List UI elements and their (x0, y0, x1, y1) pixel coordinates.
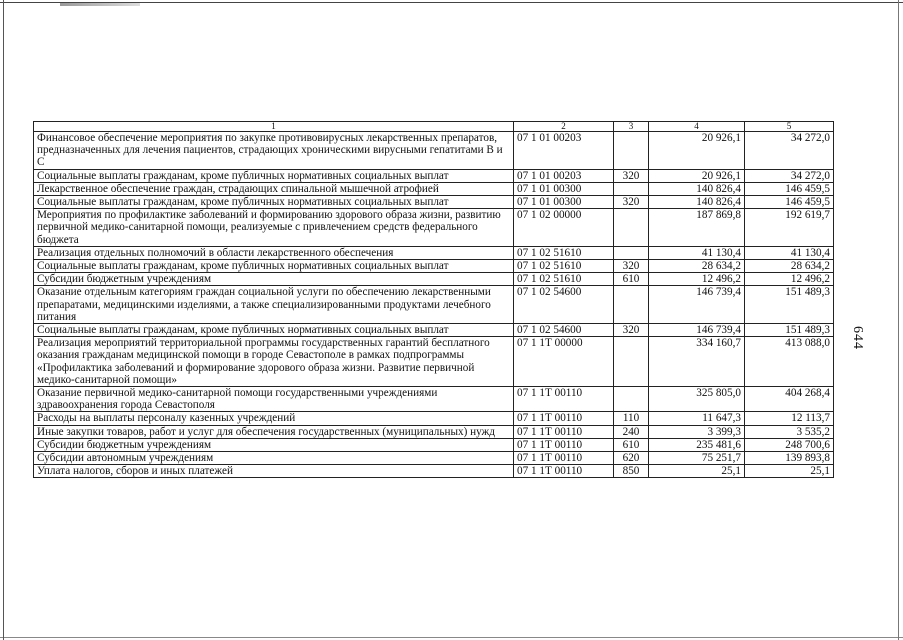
row-vr (614, 387, 649, 412)
row-code: 07 1 02 51610 (514, 260, 614, 273)
row-value-col4: 187 869,8 (649, 209, 745, 247)
header-row (34, 122, 834, 132)
row-code: 07 1 02 54600 (514, 286, 614, 324)
row-name: Мероприятия по профилактике заболеваний и формированию здорового образа жизни, развитию первичной медико-санитарной помощи, реализуемые с привлечением средств федерального бюджета (34, 209, 514, 247)
row-value-col5: 146 459,5 (745, 182, 834, 195)
row-name: Социальные выплаты гражданам, кроме публичных нормативных социальных выплат (34, 260, 514, 273)
row-name: Уплата налогов, сборов и иных платежей (34, 465, 514, 478)
row-code: 07 1 1Т 00110 (514, 387, 614, 412)
row-code: 07 1 1Т 00110 (514, 438, 614, 451)
row-name: Социальные выплаты гражданам, кроме публичных нормативных социальных выплат (34, 196, 514, 209)
row-value-col4: 20 926,1 (649, 169, 745, 182)
row-name: Социальные выплаты гражданам, кроме публичных нормативных социальных выплат (34, 169, 514, 182)
row-code: 07 1 1Т 00110 (514, 465, 614, 478)
row-code: 07 1 02 51610 (514, 246, 614, 259)
row-vr: 610 (614, 438, 649, 451)
row-value-col4: 146 739,4 (649, 286, 745, 324)
row-value-col5: 41 130,4 (745, 246, 834, 259)
row-value-col4: 146 739,4 (649, 324, 745, 337)
row-value-col5: 34 272,0 (745, 169, 834, 182)
row-code: 07 1 1Т 00000 (514, 337, 614, 387)
table-row (34, 412, 834, 425)
table-row (34, 465, 834, 478)
table-row (34, 324, 834, 337)
scan-frame-bottom (0, 637, 903, 638)
row-value-col4: 3 399,3 (649, 425, 745, 438)
row-vr: 610 (614, 273, 649, 286)
row-code: 07 1 01 00203 (514, 132, 614, 170)
table-row (34, 425, 834, 438)
row-name: Расходы на выплаты персоналу казенных учреждений (34, 412, 514, 425)
row-value-col4: 334 160,7 (649, 337, 745, 387)
page-number: 644 (850, 326, 865, 350)
row-value-col4: 75 251,7 (649, 452, 745, 465)
row-code: 07 1 1Т 00110 (514, 425, 614, 438)
row-value-col4: 12 496,2 (649, 273, 745, 286)
column-header: 2 (514, 122, 614, 132)
row-value-col5: 34 272,0 (745, 132, 834, 170)
row-value-col5: 413 088,0 (745, 337, 834, 387)
row-vr: 320 (614, 324, 649, 337)
scan-frame-right (898, 0, 899, 640)
row-name: Лекарственное обеспечение граждан, страдающих спинальной мышечной атрофией (34, 182, 514, 195)
row-code: 07 1 01 00203 (514, 169, 614, 182)
row-value-col4: 140 826,4 (649, 182, 745, 195)
row-name: Иные закупки товаров, работ и услуг для обеспечения государственных (муниципальных) нужд (34, 425, 514, 438)
table-row (34, 246, 834, 259)
row-value-col4: 11 647,3 (649, 412, 745, 425)
row-code: 07 1 01 00300 (514, 196, 614, 209)
column-header: 5 (745, 122, 834, 132)
row-value-col5: 248 700,6 (745, 438, 834, 451)
column-header: 1 (34, 122, 514, 132)
row-code: 07 1 02 54600 (514, 324, 614, 337)
row-value-col5: 12 496,2 (745, 273, 834, 286)
row-vr: 320 (614, 169, 649, 182)
row-vr (614, 246, 649, 259)
column-header: 4 (649, 122, 745, 132)
row-value-col4: 28 634,2 (649, 260, 745, 273)
row-value-col5: 151 489,3 (745, 286, 834, 324)
row-vr (614, 182, 649, 195)
row-value-col4: 20 926,1 (649, 132, 745, 170)
row-vr (614, 337, 649, 387)
row-vr (614, 286, 649, 324)
table-row (34, 273, 834, 286)
row-vr: 620 (614, 452, 649, 465)
row-value-col5: 25,1 (745, 465, 834, 478)
row-name: Социальные выплаты гражданам, кроме публичных нормативных социальных выплат (34, 324, 514, 337)
table-row (34, 196, 834, 209)
row-value-col5: 192 619,7 (745, 209, 834, 247)
row-vr: 320 (614, 260, 649, 273)
row-vr: 240 (614, 425, 649, 438)
table-row (34, 209, 834, 247)
row-value-col5: 12 113,7 (745, 412, 834, 425)
row-value-col5: 139 893,8 (745, 452, 834, 465)
row-vr: 850 (614, 465, 649, 478)
row-name: Реализация отдельных полномочий в области лекарственного обеспечения (34, 246, 514, 259)
row-value-col5: 404 268,4 (745, 387, 834, 412)
table-row (34, 260, 834, 273)
scan-artifact (60, 3, 140, 6)
row-value-col5: 28 634,2 (745, 260, 834, 273)
row-value-col5: 146 459,5 (745, 196, 834, 209)
row-name: Субсидии автономным учреждениям (34, 452, 514, 465)
table-row (34, 438, 834, 451)
table-row (34, 132, 834, 170)
row-code: 07 1 1Т 00110 (514, 412, 614, 425)
row-code: 07 1 01 00300 (514, 182, 614, 195)
row-code: 07 1 02 51610 (514, 273, 614, 286)
row-value-col4: 140 826,4 (649, 196, 745, 209)
table-row (34, 387, 834, 412)
row-value-col5: 151 489,3 (745, 324, 834, 337)
row-value-col4: 235 481,6 (649, 438, 745, 451)
column-header: 3 (614, 122, 649, 132)
row-name: Субсидии бюджетным учреждениям (34, 438, 514, 451)
table-row (34, 337, 834, 387)
row-value-col4: 325 805,0 (649, 387, 745, 412)
table-row (34, 286, 834, 324)
row-name: Субсидии бюджетным учреждениям (34, 273, 514, 286)
scan-frame-left (3, 0, 4, 640)
row-code: 07 1 1Т 00110 (514, 452, 614, 465)
row-vr: 110 (614, 412, 649, 425)
row-code: 07 1 02 00000 (514, 209, 614, 247)
row-name: Реализация мероприятий территориальной программы государственных гарантий бесплатного оказания гражданам медицинской помощи в городе Севастополе в рамках подпрограммы «Профилактика заболеваний и формирование здорового образа жизни. Развитие первичной медико-санитарной помощи» (34, 337, 514, 387)
row-name: Оказание отдельным категориям граждан социальной услуги по обеспечению лекарственными препаратами, медицинскими изделиями, а также специализированными продуктами лечебного питания (34, 286, 514, 324)
budget-table (33, 121, 834, 478)
table-row (34, 182, 834, 195)
row-vr (614, 209, 649, 247)
table-row (34, 169, 834, 182)
row-value-col4: 25,1 (649, 465, 745, 478)
row-value-col4: 41 130,4 (649, 246, 745, 259)
row-vr: 320 (614, 196, 649, 209)
row-name: Оказание первичной медико-санитарной помощи государственными учреждениями здравоохранения города Севастополя (34, 387, 514, 412)
table-row (34, 452, 834, 465)
row-vr (614, 132, 649, 170)
row-name: Финансовое обеспечение мероприятия по закупке противовирусных лекарственных препаратов, предназначенных для лечения пациентов, страдающих хроническими вирусными гепатитами В и С (34, 132, 514, 170)
row-value-col5: 3 535,2 (745, 425, 834, 438)
